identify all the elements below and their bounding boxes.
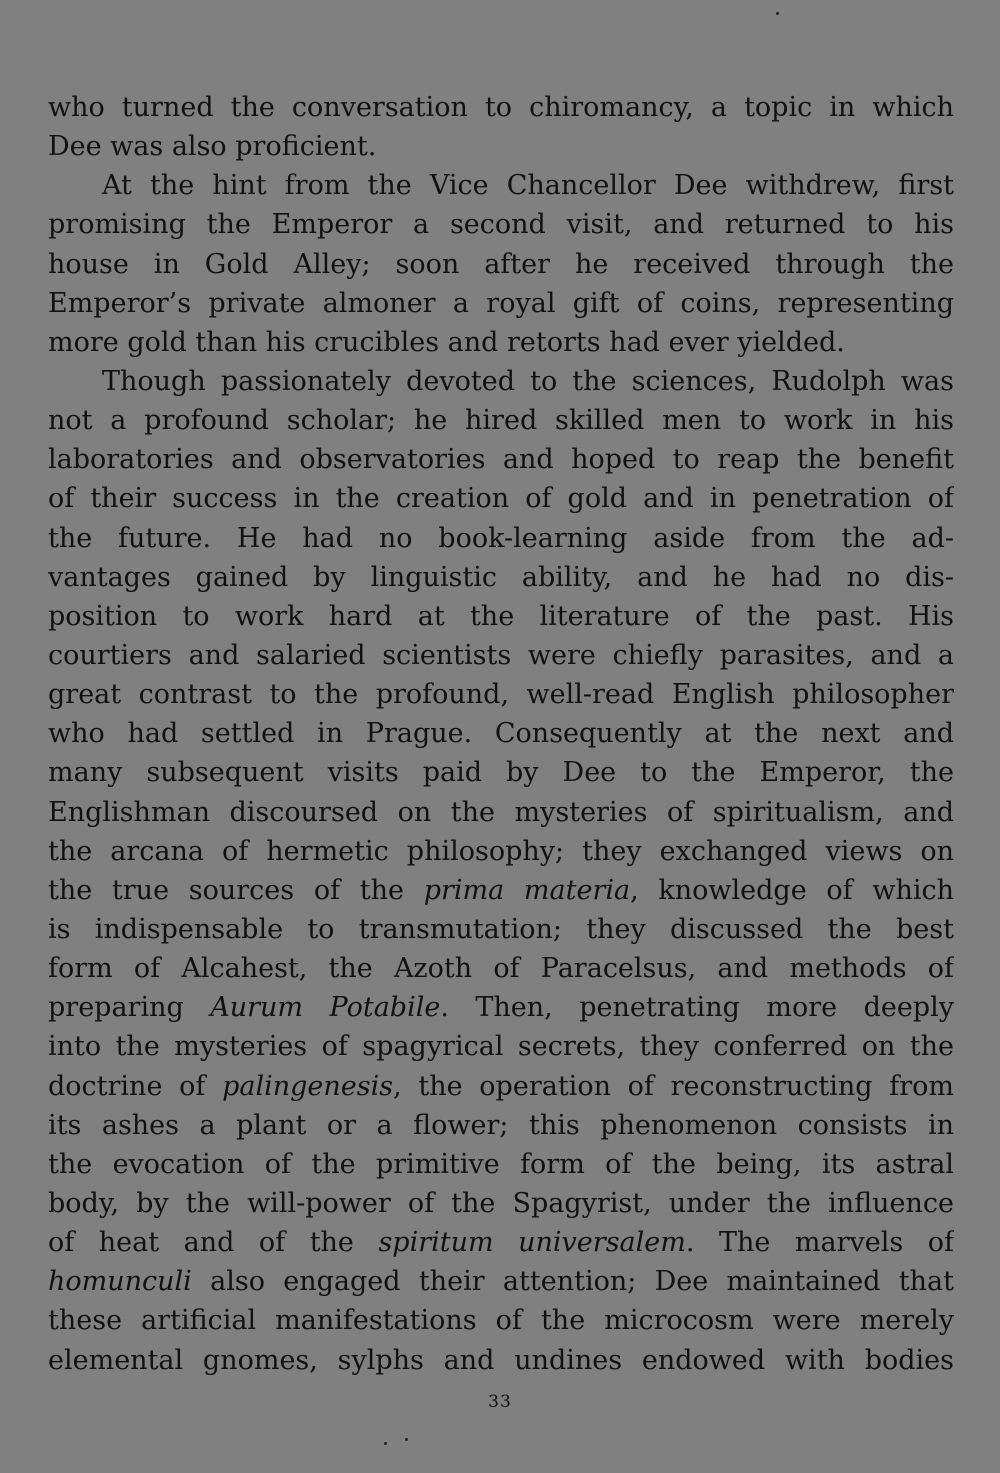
text-line [48, 88, 954, 127]
line-text: body, by the will-power of the Spagyrist, under the influence [48, 1187, 954, 1219]
text-line [48, 401, 954, 440]
text-line [48, 636, 954, 675]
line-text: the evocation of the primitive form of the being, its astral [48, 1148, 954, 1180]
text-line [48, 1223, 954, 1262]
text-line [48, 479, 954, 518]
line-text: Emperor’s private almoner a royal gift of coins, representing [48, 287, 954, 319]
text-line [48, 871, 954, 910]
page-number: 33 [488, 1392, 512, 1412]
line-text: its ashes a plant or a flower; this phenomenon consists in [48, 1109, 954, 1141]
scan-speck [384, 1442, 387, 1445]
scan-speck [405, 1438, 408, 1441]
text-line [48, 1145, 954, 1184]
text-line [48, 714, 954, 753]
line-text: elemental gnomes, sylphs and undines endowed with bodies [48, 1344, 954, 1376]
line-text: the true sources of the [48, 874, 424, 906]
line-text: many subsequent visits paid by Dee to the Emperor, the [48, 757, 954, 789]
italic-term: Aurum Potabile [210, 992, 441, 1024]
italic-term: homunculi [48, 1266, 192, 1298]
body-text [48, 88, 954, 1380]
text-line [48, 793, 954, 832]
text-line [48, 245, 954, 284]
text-line [48, 1027, 954, 1066]
line-text: laboratories and observatories and hoped to reap the benefit [48, 444, 954, 476]
text-line [48, 558, 954, 597]
text-line [48, 988, 954, 1027]
text-line [48, 1067, 954, 1106]
line-text: Englishman discoursed on the mysteries of spiritualism, and [48, 796, 954, 828]
line-text: promising the Emperor a second visit, and returned to his [48, 209, 954, 241]
text-line [48, 284, 954, 323]
text-line [48, 832, 954, 871]
text-line [48, 1262, 954, 1301]
text-line [48, 205, 954, 244]
line-text: house in Gold Alley; soon after he received through the [48, 248, 954, 280]
line-text: the arcana of hermetic philosophy; they exchanged views on [48, 835, 954, 867]
scan-speck [776, 12, 779, 15]
line-text: Dee was also proficient. [48, 131, 377, 163]
italic-term: prima materia [423, 874, 631, 906]
line-text: also engaged their attention; Dee maintained that [191, 1266, 954, 1298]
line-text: vantages gained by linguistic ability, and he had no dis- [48, 561, 954, 593]
text-line [48, 362, 954, 401]
line-text: the future. He had no book-learning aside from the ad- [48, 522, 954, 554]
line-text: who had settled in Prague. Consequently at the next and [48, 718, 954, 750]
text-line [48, 440, 954, 479]
text-line [48, 166, 954, 205]
line-text: . The marvels of [685, 1227, 954, 1259]
line-text: position to work hard at the literature of the past. His [48, 600, 954, 632]
line-text: of their success in the creation of gold and in penetration of [48, 483, 954, 515]
text-line [48, 1301, 954, 1340]
text-line [48, 753, 954, 792]
text-line [48, 1341, 954, 1380]
line-text: . Then, penetrating more deeply [440, 992, 954, 1024]
text-line [48, 1184, 954, 1223]
line-text: doctrine of [48, 1070, 223, 1102]
line-text: great contrast to the profound, well-read English philosopher [48, 679, 954, 711]
text-line [48, 127, 954, 166]
line-text: more gold than his crucibles and retorts had ever yielded. [48, 326, 845, 358]
line-text: Though passionately devoted to the sciences, Rudolph was [102, 365, 954, 397]
line-text: is indispensable to transmutation; they discussed the best [48, 913, 954, 945]
line-text: preparing [48, 992, 211, 1024]
italic-term: spiritum universalem [378, 1227, 686, 1259]
text-line [48, 323, 954, 362]
text-line [48, 519, 954, 558]
text-line [48, 675, 954, 714]
line-text: courtiers and salaried scientists were chiefly parasites, and a [48, 639, 954, 671]
line-text: , knowledge of which [630, 874, 954, 906]
text-line [48, 597, 954, 636]
text-line [48, 1106, 954, 1145]
line-text: who turned the conversation to chiromancy, a topic in which [48, 92, 954, 123]
line-text: not a profound scholar; he hired skilled men to work in his [48, 405, 954, 437]
line-text: these artificial manifestations of the microcosm were merely [48, 1305, 954, 1337]
italic-term: palingenesis [222, 1070, 394, 1102]
text-line [48, 949, 954, 988]
line-text: into the mysteries of spagyrical secrets, they conferred on the [48, 1031, 954, 1063]
line-text: of heat and of the [48, 1227, 379, 1259]
line-text: At the hint from the Vice Chancellor Dee withdrew, first [102, 170, 954, 202]
text-line [48, 910, 954, 949]
line-text: form of Alcahest, the Azoth of Paracelsus, and methods of [48, 953, 954, 985]
line-text: , the operation of reconstructing from [393, 1070, 954, 1102]
